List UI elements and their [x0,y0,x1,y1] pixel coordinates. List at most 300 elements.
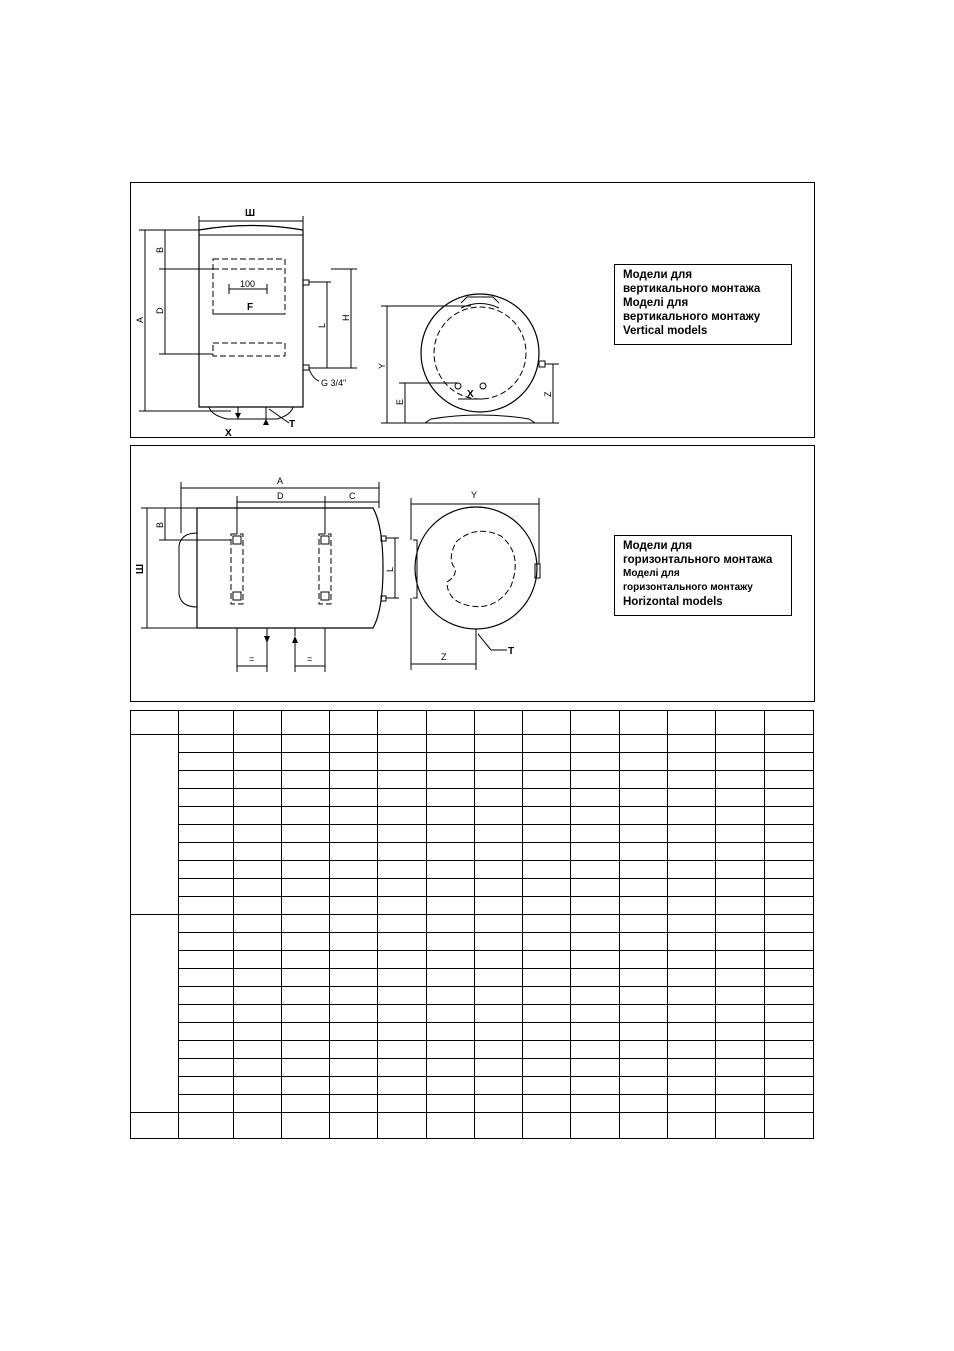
table-cell [475,933,523,951]
table-cell [179,735,234,753]
table-cell [330,951,378,969]
table-cell [234,843,282,861]
label-c: C [349,491,356,501]
vertical-models-panel [130,182,815,438]
table-cell [765,789,814,807]
table-cell [765,753,814,771]
table-cell [378,1095,427,1113]
table-cell [378,1023,427,1041]
table-cell [330,735,378,753]
table-cell [330,753,378,771]
table-cell [523,1113,571,1139]
table-cell [378,915,427,933]
table-cell [716,1095,765,1113]
table-cell [571,897,620,915]
table-cell [330,1041,378,1059]
table-cell [571,753,620,771]
table-cell [571,879,620,897]
table-cell [378,1005,427,1023]
table-cell [179,1023,234,1041]
table-cell [378,1077,427,1095]
table-cell [282,861,330,879]
table-cell [330,861,378,879]
table-cell [620,987,668,1005]
table-cell [765,807,814,825]
table-cell [571,1095,620,1113]
table-row [131,897,814,915]
table-cell [571,1059,620,1077]
table-cell [475,825,523,843]
table-cell [475,915,523,933]
table-cell [234,969,282,987]
table-cell [427,897,475,915]
table-cell [765,897,814,915]
legend-line-ru-2: горизонтального монтажа [623,554,773,566]
table-cell [716,735,765,753]
table-cell [234,711,282,735]
table-cell [620,807,668,825]
table-row [131,825,814,843]
table-cell [765,771,814,789]
table-cell [765,915,814,933]
table-cell [668,789,716,807]
table-cell [620,789,668,807]
table-cell [765,1041,814,1059]
table-cell [765,1005,814,1023]
table-cell [282,987,330,1005]
table-cell [620,753,668,771]
table-cell [475,711,523,735]
table-cell [234,879,282,897]
table-cell [668,1059,716,1077]
table-cell [282,843,330,861]
table-cell [620,843,668,861]
horizontal-models-panel [130,445,815,702]
table-cell [523,753,571,771]
table-cell [620,861,668,879]
table-cell [571,1005,620,1023]
table-cell [620,771,668,789]
table-cell [668,807,716,825]
label-d: D [277,491,284,501]
table-cell [475,753,523,771]
table-cell [427,861,475,879]
table-cell [427,987,475,1005]
table-cell [378,807,427,825]
label-width: Ш [135,563,146,574]
table-cell [282,879,330,897]
table-cell [571,861,620,879]
table-cell [234,933,282,951]
table-cell [475,789,523,807]
table-cell [571,987,620,1005]
table-cell [427,933,475,951]
table-cell [282,1059,330,1077]
table-cell [765,879,814,897]
table-cell [282,789,330,807]
table-cell [330,1005,378,1023]
table-cell [330,915,378,933]
table-cell [716,807,765,825]
table-cell [282,915,330,933]
table-cell [716,969,765,987]
table-cell [716,1059,765,1077]
table-cell [668,969,716,987]
legend-line-ru-1: Модели для [623,269,693,281]
table-cell [765,825,814,843]
table-cell [378,843,427,861]
table-cell [427,1041,475,1059]
table-cell [765,951,814,969]
table-cell [765,969,814,987]
table-cell [475,1077,523,1095]
table-cell [234,1077,282,1095]
table-cell [475,1041,523,1059]
table-cell [571,969,620,987]
table-cell [378,861,427,879]
table-cell [475,843,523,861]
table-cell [179,915,234,933]
table-cell [571,915,620,933]
table-cell [330,789,378,807]
table-cell [765,987,814,1005]
table-cell [475,897,523,915]
table-cell [716,771,765,789]
table-cell [282,897,330,915]
table-cell [571,711,620,735]
table-cell [620,1059,668,1077]
table-cell [571,843,620,861]
table-cell [427,879,475,897]
table-cell [668,1095,716,1113]
table-cell [716,1005,765,1023]
table-cell [378,933,427,951]
dimensions-table [130,710,814,1139]
label-eq-right: = [307,654,313,664]
table-cell [330,879,378,897]
table-cell [523,711,571,735]
horizontal-models-legend [614,535,792,616]
table-cell [179,825,234,843]
table-cell [179,843,234,861]
table-row [131,1005,814,1023]
table-cell [427,969,475,987]
table-cell [716,825,765,843]
table-cell [620,969,668,987]
table-cell [427,1077,475,1095]
table-cell [620,897,668,915]
table-cell [179,1005,234,1023]
table-cell [282,711,330,735]
table-cell [378,789,427,807]
table-cell [234,987,282,1005]
table-cell [765,861,814,879]
table-cell [620,825,668,843]
table-cell [330,1113,378,1139]
table-cell [765,1077,814,1095]
table-row [131,843,814,861]
table-cell [179,807,234,825]
table-cell [330,1095,378,1113]
label-y: Y [471,490,478,500]
legend-line-ru-1: Модели для [623,540,693,552]
legend-line-ua-1: Моделі для [623,297,689,309]
table-cell [716,879,765,897]
table-cell [179,1059,234,1077]
table-row [131,915,814,933]
table-cell [282,1095,330,1113]
table-row [131,987,814,1005]
table-cell [475,969,523,987]
table-row [131,1113,814,1139]
table-cell [282,807,330,825]
label-a: A [135,316,145,323]
table-cell [282,825,330,843]
table-cell [282,753,330,771]
table-cell [378,897,427,915]
table-row [131,969,814,987]
table-cell [427,1005,475,1023]
table-cell [716,861,765,879]
table-cell [282,1113,330,1139]
table-cell [668,711,716,735]
table-cell [131,711,179,735]
table-cell [620,735,668,753]
legend-line-en: Horizontal models [623,596,723,608]
table-cell [716,1077,765,1095]
table-cell [716,843,765,861]
table-cell [668,1113,716,1139]
table-cell [234,825,282,843]
label-x-small: X [467,389,474,400]
table-cell [668,771,716,789]
table-cell [620,1095,668,1113]
table-cell [179,879,234,897]
dimensions-table-body [131,711,814,1139]
table-cell [716,987,765,1005]
table-cell [523,1023,571,1041]
table-cell [378,1041,427,1059]
table-cell [668,933,716,951]
table-cell [378,753,427,771]
table-cell [475,1005,523,1023]
table-cell [282,951,330,969]
table-cell [668,843,716,861]
table-cell [330,1059,378,1077]
table-cell [475,735,523,753]
legend-line-ru-2: вертикального монтажа [623,283,761,295]
table-cell [523,807,571,825]
table-cell [523,1005,571,1023]
table-cell [427,1113,475,1139]
table-cell [475,861,523,879]
label-a: A [277,476,284,486]
table-cell [282,735,330,753]
label-b: B [155,521,165,528]
table-cell [427,843,475,861]
table-cell [234,789,282,807]
table-cell [475,1095,523,1113]
table-row [131,951,814,969]
table-cell [378,879,427,897]
table-cell [765,1059,814,1077]
table-cell [234,1041,282,1059]
table-cell [475,1059,523,1077]
table-cell [765,1113,814,1139]
table-cell [234,1113,282,1139]
table-cell [234,735,282,753]
table-cell [330,711,378,735]
table-cell [179,933,234,951]
label-eq-left: = [249,654,255,664]
table-row [131,1059,814,1077]
table-cell [523,735,571,753]
table-cell [716,711,765,735]
table-cell [571,807,620,825]
table-cell [668,825,716,843]
label-y: Y [377,362,387,369]
table-cell [571,771,620,789]
table-cell [131,735,179,915]
table-cell [282,969,330,987]
table-cell [620,1005,668,1023]
legend-line-en: Vertical models [623,325,708,337]
table-cell [523,987,571,1005]
table-cell [571,1113,620,1139]
table-cell [620,711,668,735]
table-cell [475,1113,523,1139]
label-g: G 3/4" [321,378,347,388]
table-cell [282,771,330,789]
table-cell [668,987,716,1005]
table-cell [330,825,378,843]
table-cell [523,789,571,807]
table-cell [523,1077,571,1095]
table-cell [716,915,765,933]
table-cell [475,987,523,1005]
table-cell [620,1041,668,1059]
table-cell [330,987,378,1005]
table-cell [179,969,234,987]
table-cell [668,951,716,969]
table-cell [475,771,523,789]
table-row [131,789,814,807]
table-cell [668,735,716,753]
table-row [131,753,814,771]
table-row [131,807,814,825]
table-cell [716,753,765,771]
table-cell [523,1095,571,1113]
table-cell [765,1095,814,1113]
label-h: H [341,314,351,321]
table-cell [668,1005,716,1023]
table-cell [378,711,427,735]
label-x: X [225,428,232,439]
table-cell [179,1095,234,1113]
table-cell [523,933,571,951]
table-cell [668,753,716,771]
table-row [131,711,814,735]
table-cell [179,951,234,969]
table-cell [620,1077,668,1095]
table-cell [234,753,282,771]
legend-line-ua-1: Моделі для [623,568,680,579]
table-cell [427,771,475,789]
table-cell [131,1113,179,1139]
table-cell [427,753,475,771]
table-cell [378,1113,427,1139]
table-cell [234,897,282,915]
table-cell [716,951,765,969]
table-cell [179,771,234,789]
label-z: Z [441,652,447,662]
table-cell [234,771,282,789]
label-l: L [385,566,395,572]
legend-line-ua-2: горизонтального монтажу [623,582,753,593]
table-cell [620,1113,668,1139]
table-row [131,1023,814,1041]
table-cell [475,1023,523,1041]
table-cell [330,969,378,987]
table-cell [427,915,475,933]
table-cell [282,1005,330,1023]
table-cell [765,1023,814,1041]
table-cell [765,711,814,735]
table-cell [330,771,378,789]
table-cell [378,735,427,753]
table-cell [620,915,668,933]
table-cell [716,1023,765,1041]
table-cell [571,1023,620,1041]
table-cell [282,1023,330,1041]
table-cell [475,951,523,969]
table-cell [234,807,282,825]
table-cell [330,1077,378,1095]
table-cell [523,951,571,969]
table-cell [378,1059,427,1077]
table-cell [131,915,179,1113]
table-cell [765,735,814,753]
table-cell [427,825,475,843]
label-f: F [247,302,254,313]
table-cell [282,933,330,951]
table-cell [571,933,620,951]
table-cell [571,1041,620,1059]
table-cell [179,1077,234,1095]
legend-line-ua-2: вертикального монтажу [623,311,761,323]
label-z: Z [543,391,553,397]
table-cell [179,987,234,1005]
table-cell [282,1077,330,1095]
table-cell [523,915,571,933]
table-cell [523,843,571,861]
table-cell [523,1059,571,1077]
label-e: E [395,398,405,405]
table-cell [330,843,378,861]
table-cell [668,897,716,915]
table-cell [427,1059,475,1077]
table-cell [765,843,814,861]
table-cell [234,951,282,969]
table-cell [234,1095,282,1113]
table-cell [523,879,571,897]
table-cell [668,915,716,933]
table-cell [427,711,475,735]
table-cell [523,771,571,789]
label-d: D [155,307,165,314]
table-cell [668,879,716,897]
table-cell [716,933,765,951]
